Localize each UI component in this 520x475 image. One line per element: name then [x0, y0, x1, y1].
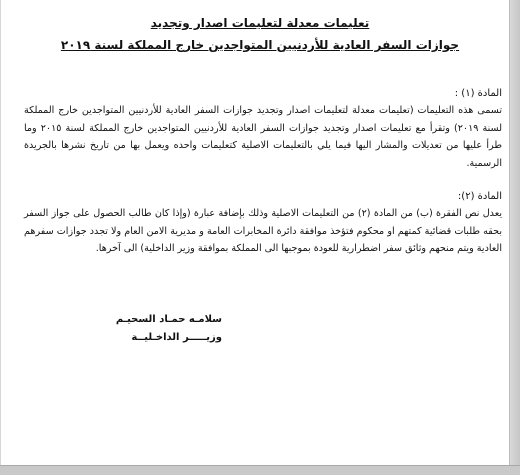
viewer-bottom-frame [0, 465, 520, 475]
article-2-body [24, 205, 502, 258]
article-1-heading: المادة (١) : [454, 88, 502, 99]
viewer-right-frame [509, 0, 520, 475]
article-1-body [24, 102, 502, 172]
signatory-title: وزيـــــر الداخـليــة [131, 332, 222, 343]
page-left-edge [0, 0, 1, 466]
article-1-text: تسمى هذه التعليمات (تعليمات معدلة لتعليمات اصدار وتجديد جوازات السفر العادية للأردنيين المتواجدين خارج المملكة لسنة ٢٠١٩) وتقرأ مع تعليمات اصدار وتجديد جوازات السفر العادية للأردنيين المتواجدين خارج المملكة لسنة ٢٠١٥ وما طرأ عليها من تعديلات والمشار اليها فيما يلي بالتعليمات الاصلية كتعليمات واحده ويعمل بها من تاريخ نشرها بالجريدة الرسمية. [24, 105, 502, 169]
article-2-heading: المادة (٢): [457, 191, 502, 202]
article-2-text: يعدل نص الفقرة (ب) من المادة (٢) من التعليمات الاصلية وذلك بإضافة عبارة (وإذا كان طالب الحصول على جواز السفر بحقه طلبات قضائية كمتهم او محكوم فتؤخذ موافقة دائرة المخابرات العامة و مديرية الامن العام ولا تجدد جوازات سفرهم العادية ويتم منحهم وثائق سفر اضطرارية للعودة بموجبها الى المملكة بموافقة وزير الداخلية) الى آخرها. [24, 208, 502, 255]
document-title-line-2: جوازات السفر العادية للأردنيين المتواجدين خارج المملكة لسنة ٢٠١٩ [60, 38, 460, 52]
signatory-name: سلامـه حمـاد السحيـم [115, 314, 222, 325]
document-title-line-1: تعليمات معدلة لتعليمات اصدار وتجديد [150, 16, 370, 30]
